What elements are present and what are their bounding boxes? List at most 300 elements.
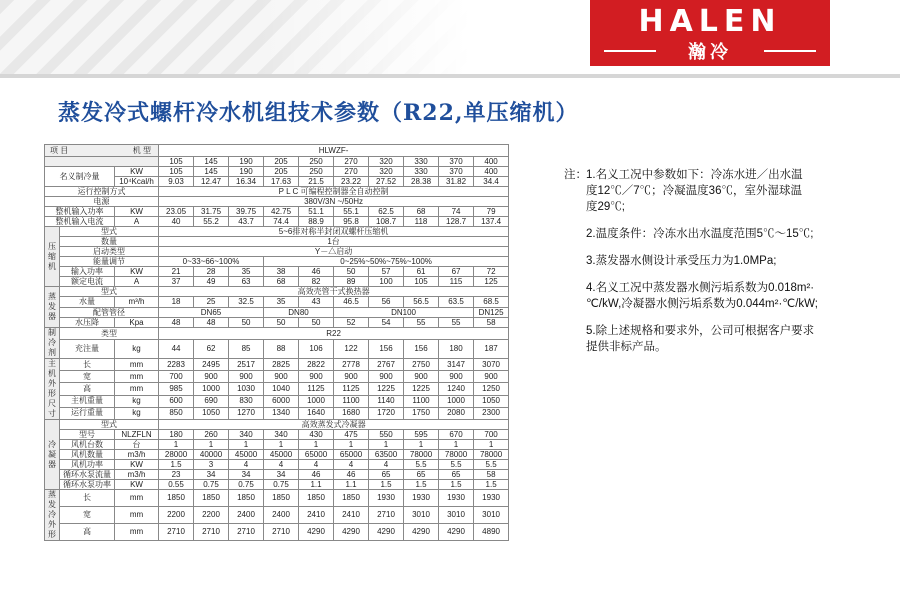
row-label: 整机输入电流	[45, 217, 115, 227]
value-cell: 700	[159, 371, 194, 383]
row-label: 型式	[60, 227, 159, 237]
row-label: 配管管径	[60, 308, 159, 318]
value-cell: 65	[369, 470, 404, 480]
value-cell: 35	[264, 297, 299, 308]
value-cell: 105	[404, 277, 439, 287]
value-cell: 2710	[159, 524, 194, 541]
value-cell: 670	[439, 430, 474, 440]
value-cell: 3070	[474, 359, 509, 371]
table-row	[45, 247, 509, 257]
value-cell: 205	[264, 167, 299, 177]
value-cell: 82	[299, 277, 334, 287]
value-cell: 1.5	[439, 480, 474, 490]
value-cell: 105	[159, 167, 194, 177]
value-cell: 46	[334, 470, 369, 480]
value-cell: 145	[194, 167, 229, 177]
table-row	[45, 207, 509, 217]
value-cell: 2200	[194, 507, 229, 524]
value-cell: 27.52	[369, 177, 404, 187]
value-cell: 43	[299, 297, 334, 308]
value-cell: 1	[159, 440, 194, 450]
value-cell: 1	[299, 440, 334, 450]
value-cell: 2300	[474, 407, 509, 419]
value-cell: 1000	[439, 395, 474, 407]
value-cell: 2825	[264, 359, 299, 371]
value-cell: 3010	[404, 507, 439, 524]
value-cell: 1030	[229, 383, 264, 395]
value-cell: 57	[369, 267, 404, 277]
value-cell: 28	[194, 267, 229, 277]
value-cell: 2710	[194, 524, 229, 541]
merged-value: 380V/3N ~/50Hz	[159, 197, 509, 207]
value-cell: 250	[299, 167, 334, 177]
value-cell: 46	[299, 470, 334, 480]
value-cell: 40000	[194, 450, 229, 460]
value-cell: 34	[264, 470, 299, 480]
table-row	[45, 257, 509, 267]
section-evaporator: 蒸发器	[45, 287, 60, 328]
value-cell: 43.7	[229, 217, 264, 227]
unit-cell: KW	[115, 480, 159, 490]
note-4b: ℃/kW,冷凝器水侧污垢系数为0.044m²·℃/kW;	[586, 298, 818, 310]
note-4a: 4.名义工况中蒸发器水侧污垢系数为0.018m²·	[586, 282, 815, 294]
value-cell: 900	[194, 371, 229, 383]
value-cell: 18	[159, 297, 194, 308]
value-cell: 180	[159, 430, 194, 440]
row-label: 电源	[45, 197, 159, 207]
value-cell: 4290	[299, 524, 334, 541]
value-cell: 72	[474, 267, 509, 277]
row-label: 整机输入功率	[45, 207, 115, 217]
unit-cell: A	[115, 217, 159, 227]
value-cell: 108.7	[369, 217, 404, 227]
value-cell: 78000	[439, 450, 474, 460]
value-cell: 100	[369, 277, 404, 287]
unit-cell: KW	[115, 207, 159, 217]
value-cell: 1125	[334, 383, 369, 395]
row-label: 启动类型	[60, 247, 159, 257]
value-cell: 1850	[299, 490, 334, 507]
value-cell: 1140	[369, 395, 404, 407]
unit-cell: kg	[115, 340, 159, 359]
merged-value: R22	[159, 328, 509, 340]
unit-cell: mm	[115, 524, 159, 541]
value-cell: 74.4	[264, 217, 299, 227]
value-cell: 270	[334, 167, 369, 177]
note-1c: 度29℃;	[586, 201, 625, 213]
value-cell: 985	[159, 383, 194, 395]
value-cell: 260	[194, 430, 229, 440]
value-cell: 430	[299, 430, 334, 440]
model-cell: 270	[334, 157, 369, 167]
merged-value: 高效蒸发式冷凝器	[159, 420, 509, 430]
value-cell: 68	[404, 207, 439, 217]
table-row	[45, 318, 509, 328]
value-cell: 3	[194, 460, 229, 470]
value-cell: 38	[264, 267, 299, 277]
unit-cell: Kpa	[115, 318, 159, 328]
table-row	[45, 267, 509, 277]
value-cell: 16.34	[229, 177, 264, 187]
unit-cell: mm	[115, 359, 159, 371]
value-cell: 1250	[474, 383, 509, 395]
value-cell: 4290	[369, 524, 404, 541]
table-row	[45, 287, 509, 297]
value-cell: 370	[439, 167, 474, 177]
value-cell: 4290	[439, 524, 474, 541]
value-cell: 1	[264, 440, 299, 450]
section-compressor: 压缩机	[45, 227, 60, 287]
note-2: 2.温度条件：冷冻水出水温度范围5℃～15℃;	[586, 228, 814, 240]
unit-cell: 台	[115, 440, 159, 450]
table-row	[45, 177, 509, 187]
value-cell: 1680	[334, 407, 369, 419]
row-label: 长	[60, 490, 115, 507]
value-cell: 4	[229, 460, 264, 470]
table-row	[45, 145, 509, 157]
value-cell: 1	[334, 440, 369, 450]
value-cell: 1930	[404, 490, 439, 507]
value-cell: 2410	[299, 507, 334, 524]
halen-logo	[590, 0, 830, 66]
row-label: 充注量	[60, 340, 115, 359]
value-cell: 1.1	[299, 480, 334, 490]
model-cell: 190	[229, 157, 264, 167]
table-row	[45, 524, 509, 541]
value-cell: 62.5	[369, 207, 404, 217]
value-cell: 2495	[194, 359, 229, 371]
value-cell: 1930	[369, 490, 404, 507]
row-label: 型号	[60, 430, 115, 440]
value-cell: 2517	[229, 359, 264, 371]
logo-brand: HALEN	[638, 4, 782, 39]
table-row	[45, 450, 509, 460]
value-cell: 5.5	[439, 460, 474, 470]
row-label: 水压降	[60, 318, 115, 328]
value-cell: 55	[404, 318, 439, 328]
value-cell: 34	[194, 470, 229, 480]
value-cell: 1000	[299, 395, 334, 407]
value-cell: 56.5	[404, 297, 439, 308]
value-cell: 122	[334, 340, 369, 359]
value-cell: 65000	[334, 450, 369, 460]
value-cell: 74	[439, 207, 474, 217]
value-cell: 88	[264, 340, 299, 359]
value-cell: 1.5	[369, 480, 404, 490]
table-row	[45, 359, 509, 371]
value-cell: 1050	[194, 407, 229, 419]
value-cell: 1270	[229, 407, 264, 419]
unit-cell: mm	[115, 383, 159, 395]
value-cell: 4	[299, 460, 334, 470]
table-row	[45, 430, 509, 440]
merged-value: 1台	[159, 237, 509, 247]
note-5b: 提供非标产品。	[586, 341, 667, 353]
value-cell: 51.1	[299, 207, 334, 217]
value-cell: 49	[194, 277, 229, 287]
value-cell: 1930	[474, 490, 509, 507]
value-cell: 89	[334, 277, 369, 287]
value-cell: 900	[439, 371, 474, 383]
merged-value: 0~33~66~100%	[159, 257, 264, 267]
value-cell: 23.05	[159, 207, 194, 217]
value-cell: 2778	[334, 359, 369, 371]
unit-cell: kg	[115, 395, 159, 407]
value-cell: 45000	[264, 450, 299, 460]
row-label: 型式	[60, 420, 159, 430]
value-cell: 1	[369, 440, 404, 450]
value-cell: 125	[474, 277, 509, 287]
section-refrigerant: 制冷剂	[45, 328, 60, 359]
model-cell: 370	[439, 157, 474, 167]
value-cell: 156	[404, 340, 439, 359]
row-label: 额定电流	[60, 277, 115, 287]
value-cell: 12.47	[194, 177, 229, 187]
value-cell: 2410	[334, 507, 369, 524]
value-cell: 1	[474, 440, 509, 450]
table-row	[45, 440, 509, 450]
value-cell: 2767	[369, 359, 404, 371]
value-cell: 4	[264, 460, 299, 470]
unit-cell: m3/h	[115, 470, 159, 480]
table-row	[45, 197, 509, 207]
value-cell: 34.4	[474, 177, 509, 187]
table-row	[45, 395, 509, 407]
value-cell: 65	[404, 470, 439, 480]
value-cell: 1	[229, 440, 264, 450]
value-cell: 1340	[264, 407, 299, 419]
model-cell: 205	[264, 157, 299, 167]
table-row	[45, 277, 509, 287]
value-cell: 830	[229, 395, 264, 407]
value-cell: 85	[229, 340, 264, 359]
value-cell: 0.75	[264, 480, 299, 490]
value-cell: 21.5	[299, 177, 334, 187]
value-cell: 0.55	[159, 480, 194, 490]
blank-cell	[45, 157, 159, 167]
value-cell: 2400	[229, 507, 264, 524]
value-cell: 1225	[369, 383, 404, 395]
value-cell: 46	[299, 267, 334, 277]
value-cell: 190	[229, 167, 264, 177]
row-label: 输入功率	[60, 267, 115, 277]
value-cell: 900	[229, 371, 264, 383]
row-label: 型式	[60, 287, 159, 297]
table-row	[45, 217, 509, 227]
value-cell: 68.5	[474, 297, 509, 308]
value-cell: 3147	[439, 359, 474, 371]
value-cell: 39.75	[229, 207, 264, 217]
table-row	[45, 167, 509, 177]
table-row	[45, 297, 509, 308]
value-cell: 28.38	[404, 177, 439, 187]
unit-cell: NLZFLN	[115, 430, 159, 440]
value-cell: 21	[159, 267, 194, 277]
value-cell: 31.75	[194, 207, 229, 217]
value-cell: 1040	[264, 383, 299, 395]
value-cell: 900	[369, 371, 404, 383]
value-cell: 88.9	[299, 217, 334, 227]
value-cell: 45000	[229, 450, 264, 460]
logo-line-right	[764, 50, 816, 52]
value-cell: 48	[159, 318, 194, 328]
unit-cell: m³/h	[115, 297, 159, 308]
value-cell: 1850	[159, 490, 194, 507]
value-cell: 2400	[264, 507, 299, 524]
value-cell: 17.63	[264, 177, 299, 187]
merged-value: DN80	[264, 308, 334, 318]
section-evap-condenser-dims: 蒸发冷外形	[45, 490, 60, 541]
value-cell: 1	[194, 440, 229, 450]
value-cell: 37	[159, 277, 194, 287]
value-cell: 1.5	[404, 480, 439, 490]
row-label: 运行控制方式	[45, 187, 159, 197]
table-row	[45, 470, 509, 480]
value-cell: 25	[194, 297, 229, 308]
unit-cell: A	[115, 277, 159, 287]
unit-cell: KW	[115, 167, 159, 177]
value-cell: 67	[439, 267, 474, 277]
value-cell: 340	[229, 430, 264, 440]
value-cell: 1850	[229, 490, 264, 507]
value-cell: 2710	[229, 524, 264, 541]
value-cell: 690	[194, 395, 229, 407]
value-cell: 2283	[159, 359, 194, 371]
table-row	[45, 308, 509, 318]
value-cell: 1050	[474, 395, 509, 407]
value-cell: 65	[439, 470, 474, 480]
value-cell: 23	[159, 470, 194, 480]
merged-value: Y－△启动	[159, 247, 509, 257]
value-cell: 137.4	[474, 217, 509, 227]
value-cell: 187	[474, 340, 509, 359]
value-cell: 2822	[299, 359, 334, 371]
value-cell: 95.8	[334, 217, 369, 227]
value-cell: 900	[264, 371, 299, 383]
value-cell: 1225	[404, 383, 439, 395]
row-label: 高	[60, 524, 115, 541]
value-cell: 42.75	[264, 207, 299, 217]
unit-cell: 10⁴Kcal/h	[115, 177, 159, 187]
value-cell: 50	[334, 267, 369, 277]
value-cell: 35	[229, 267, 264, 277]
unit-cell: kg	[115, 407, 159, 419]
value-cell: 1720	[369, 407, 404, 419]
row-label: 数量	[60, 237, 159, 247]
row-label: 风机数量	[60, 450, 115, 460]
value-cell: 44	[159, 340, 194, 359]
table-row	[45, 480, 509, 490]
value-cell: 50	[264, 318, 299, 328]
note-1a: 1.名义工况中参数如下：冷冻水进／出水温	[586, 169, 803, 181]
value-cell: 48	[194, 318, 229, 328]
notes-panel	[564, 167, 864, 366]
value-cell: 4	[334, 460, 369, 470]
value-cell: 32.5	[229, 297, 264, 308]
value-cell: 106	[299, 340, 334, 359]
value-cell: 58	[474, 470, 509, 480]
value-cell: 1930	[439, 490, 474, 507]
value-cell: 79	[474, 207, 509, 217]
merged-value: DN125	[474, 308, 509, 318]
value-cell: 65000	[299, 450, 334, 460]
model-cell: 330	[404, 157, 439, 167]
value-cell: 34	[229, 470, 264, 480]
value-cell: 400	[474, 167, 509, 177]
value-cell: 28000	[159, 450, 194, 460]
value-cell: 900	[404, 371, 439, 383]
value-cell: 340	[264, 430, 299, 440]
value-cell: 900	[334, 371, 369, 383]
row-label: 风机台数	[60, 440, 115, 450]
row-label: 宽	[60, 507, 115, 524]
model-cell: 105	[159, 157, 194, 167]
table-row	[45, 460, 509, 470]
value-cell: 78000	[474, 450, 509, 460]
row-label: 运行重量	[60, 407, 115, 419]
value-cell: 4890	[474, 524, 509, 541]
value-cell: 31.82	[439, 177, 474, 187]
value-cell: 1850	[334, 490, 369, 507]
unit-cell: KW	[115, 267, 159, 277]
header-item: 项 目	[50, 145, 69, 155]
value-cell: 1850	[264, 490, 299, 507]
value-cell: 850	[159, 407, 194, 419]
section-condenser: 冷凝器	[45, 420, 60, 490]
table-row	[45, 371, 509, 383]
value-cell: 3010	[439, 507, 474, 524]
row-label: 能量调节	[60, 257, 159, 267]
value-cell: 1100	[404, 395, 439, 407]
value-cell: 595	[404, 430, 439, 440]
row-label: 主机重量	[60, 395, 115, 407]
value-cell: 180	[439, 340, 474, 359]
note-5a: 5.除上述规格和要求外，公司可根据客户要求	[586, 325, 815, 337]
unit-cell: mm	[115, 371, 159, 383]
value-cell: 46.5	[334, 297, 369, 308]
value-cell: 1.5	[159, 460, 194, 470]
merged-value: P L C 可编程控制器全自动控制	[159, 187, 509, 197]
row-label: 风机功率	[60, 460, 115, 470]
value-cell: 62	[194, 340, 229, 359]
table-row	[45, 420, 509, 430]
value-cell: 40	[159, 217, 194, 227]
row-label: 类型	[60, 328, 159, 340]
value-cell: 550	[369, 430, 404, 440]
value-cell: 2200	[159, 507, 194, 524]
table-row	[45, 157, 509, 167]
note-1b: 度12℃／7℃；冷凝温度36℃，室外湿球温	[586, 185, 802, 197]
value-cell: 2710	[264, 524, 299, 541]
value-cell: 58	[474, 318, 509, 328]
value-cell: 55.2	[194, 217, 229, 227]
page-title: 蒸发冷式螺杆冷水机组技术参数（R22,单压缩机）	[58, 100, 579, 126]
value-cell: 1240	[439, 383, 474, 395]
model-cell: 250	[299, 157, 334, 167]
table-row	[45, 507, 509, 524]
value-cell: 0.75	[229, 480, 264, 490]
model-cell: 400	[474, 157, 509, 167]
row-label: 循环水泵功率	[60, 480, 115, 490]
value-cell: 1850	[194, 490, 229, 507]
value-cell: 900	[299, 371, 334, 383]
value-cell: 900	[474, 371, 509, 383]
value-cell: 54	[369, 318, 404, 328]
header-divider	[0, 74, 900, 78]
value-cell: 475	[334, 430, 369, 440]
value-cell: 50	[299, 318, 334, 328]
header-stripes	[0, 0, 470, 74]
